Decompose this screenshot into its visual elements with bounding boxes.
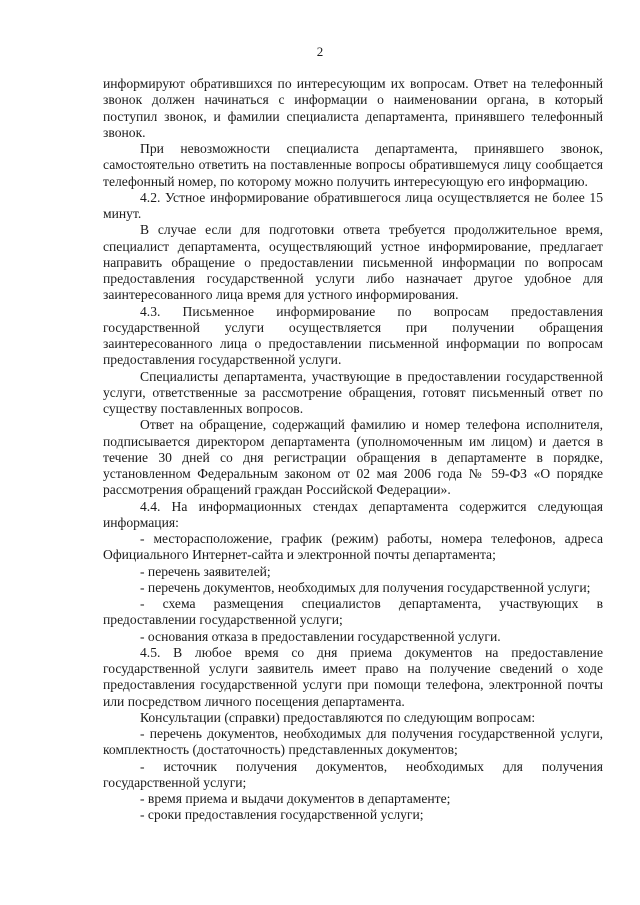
paragraph: При невозможности специалиста департамента, принявшего звонок, самостоятельно ответить на поставленные вопросы обратившемуся лицу сообщается телефонный номер, по которому можно получить интересующую его информацию. bbox=[103, 141, 603, 189]
paragraph: 4.4. На информационных стендах департамента содержится следующая информация: bbox=[103, 498, 603, 530]
paragraph: Ответ на обращение, содержащий фамилию и номер телефона исполнителя, подписывается директором департамента (уполномоченным им лицом) и дается в течение 30 дней со дня регистрации обращения в департаменте в порядке, установленном Федеральным законом от 02 мая 2006 года № 59-ФЗ «О порядке рассмотрения обращений граждан Российской Федерации». bbox=[103, 417, 603, 498]
page-number: 2 bbox=[316, 44, 324, 59]
paragraph: Специалисты департамента, участвующие в предоставлении государственной услуги, ответственные за рассмотрение обращения, готовят письменный ответ по существу поставленных вопросов. bbox=[103, 368, 603, 416]
list-item: - сроки предоставления государственной услуги; bbox=[140, 807, 424, 823]
paragraph: В случае если для подготовки ответа требуется продолжительное время, специалист департамента, осуществляющий устное информирование, предлагает направить обращение о предоставлении письменной информации по вопросам предоставления государственной услуги либо назначает другое удобное для заинтересованного лица время для устного информирования. bbox=[103, 222, 603, 303]
paragraph: 4.3. Письменное информирование по вопросам предоставления государственной услуги осуществляется при получении обращения заинтересованного лица о предоставлении письменной информации по вопросам предоставления государственной услуги. bbox=[103, 303, 603, 368]
list-item: - схема размещения специалистов департамента, участвующих в предоставлении государственной услуги; bbox=[103, 596, 603, 628]
paragraph: 4.5. В любое время со дня приема документов на предоставление государственной услуги заявитель имеет право на получение сведений о ходе предоставления государственной услуги при помощи телефона, электронной почты или посредством личного посещения департамента. bbox=[103, 644, 603, 709]
paragraph: Консультации (справки) предоставляются по следующим вопросам: bbox=[140, 709, 536, 725]
list-item: - перечень документов, необходимых для получения государственной услуги, комплектность (достаточность) представленных документов; bbox=[103, 726, 603, 758]
list-item: - источник получения документов, необходимых для получения государственной услуги; bbox=[103, 758, 603, 790]
list-item: - время приема и выдачи документов в департаменте; bbox=[140, 791, 451, 806]
paragraph: информируют обратившихся по интересующим их вопросам. Ответ на телефонный звонок должен начинаться с информации о наименовании органа, в который поступил звонок, и фамилии специалиста департамента, принявшего телефонный звонок. bbox=[103, 76, 603, 140]
list-item: - месторасположение, график (режим) работы, номера телефонов, адреса Официального Интернет-сайта и электронной почты департамента; bbox=[103, 531, 603, 563]
list-item: - основания отказа в предоставлении государственной услуги. bbox=[140, 628, 501, 644]
list-item: - перечень заявителей; bbox=[140, 563, 271, 579]
list-item: - перечень документов, необходимых для получения государственной услуги; bbox=[140, 579, 591, 595]
document-body bbox=[103, 76, 603, 824]
paragraph: 4.2. Устное информирование обратившегося лица осуществляется не более 15 минут. bbox=[103, 189, 603, 221]
